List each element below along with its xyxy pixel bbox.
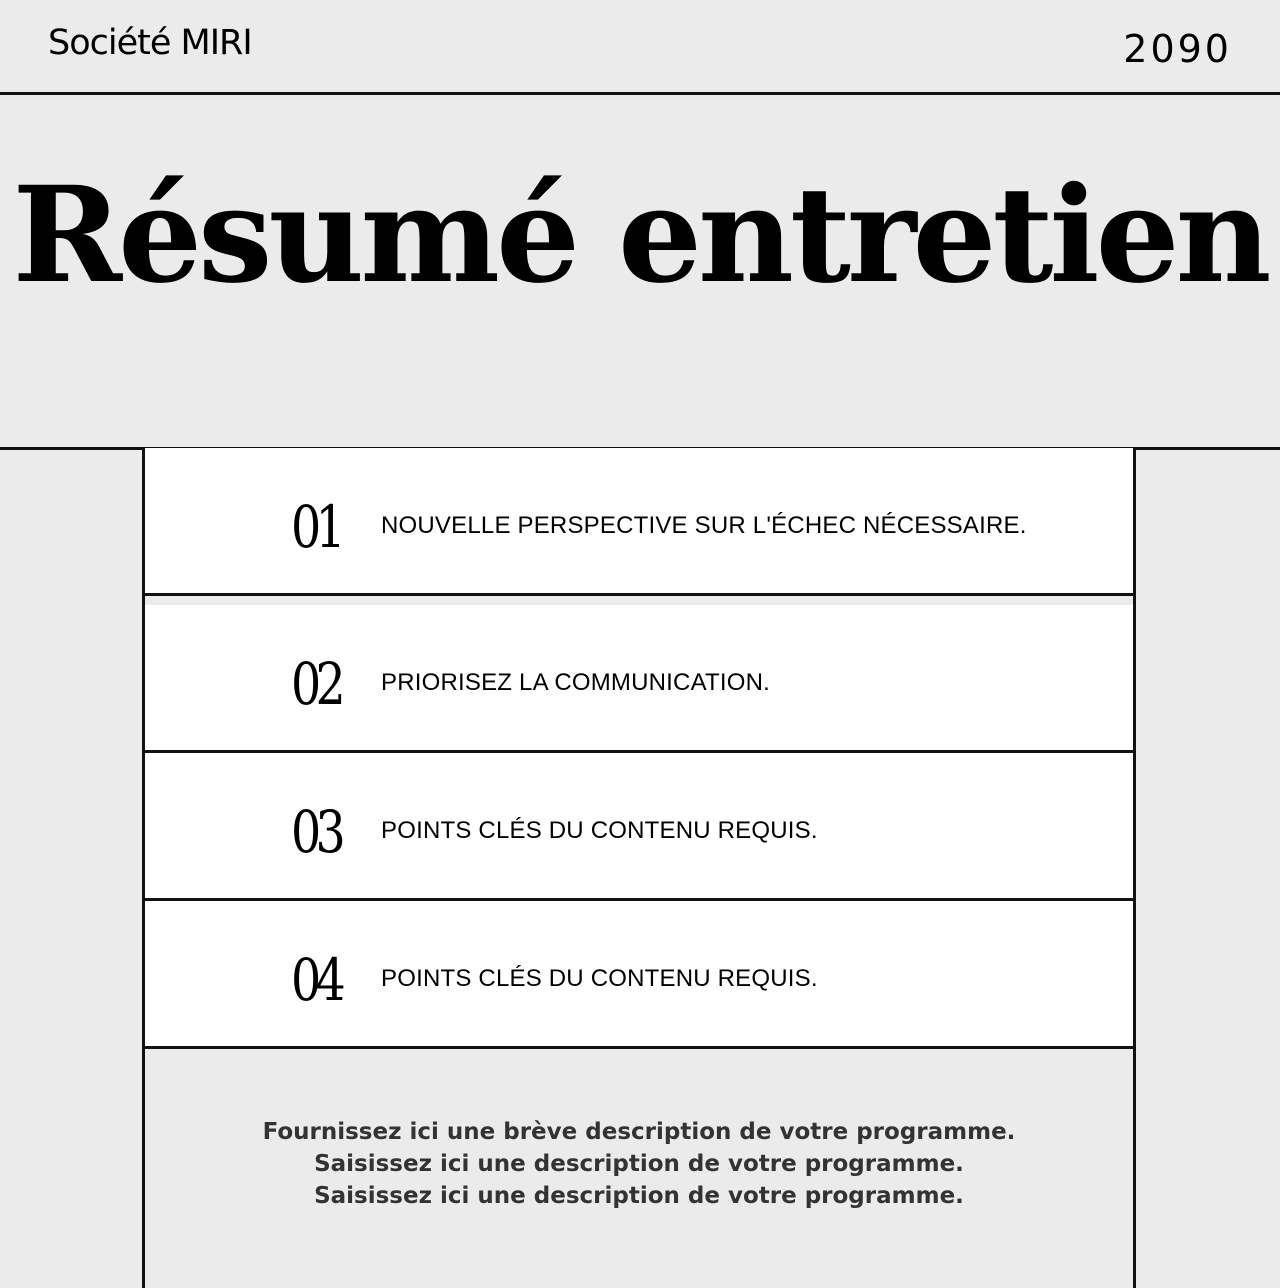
description-line: Fournissez ici une brève description de votre programme. — [262, 1119, 1016, 1145]
item-number: 03 — [291, 798, 341, 866]
top-divider — [0, 92, 1280, 95]
item-text: POINTS CLÉS DU CONTENU REQUIS. — [381, 965, 818, 992]
year-label: 2090 — [1123, 27, 1232, 71]
item-text: NOUVELLE PERSPECTIVE SUR L'ÉCHEC NÉCESSAIRE. — [381, 512, 1027, 539]
description-line: Saisissez ici une description de votre programme. — [314, 1151, 964, 1177]
program-description — [145, 1116, 1133, 1212]
item-number: 04 — [291, 946, 341, 1014]
list-item — [145, 605, 1133, 753]
item-text: POINTS CLÉS DU CONTENU REQUIS. — [381, 817, 818, 844]
list-item — [145, 901, 1133, 1049]
description-line: Saisissez ici une description de votre programme. — [314, 1183, 964, 1209]
item-text: PRIORISEZ LA COMMUNICATION. — [381, 669, 770, 696]
content-panel — [142, 448, 1136, 1288]
list-item — [145, 753, 1133, 901]
page-title: Résumé entretien — [12, 158, 1268, 313]
item-number: 02 — [291, 650, 341, 718]
company-name: Société MIRI — [48, 23, 252, 63]
list-item — [145, 448, 1133, 596]
item-number: 01 — [291, 493, 341, 561]
